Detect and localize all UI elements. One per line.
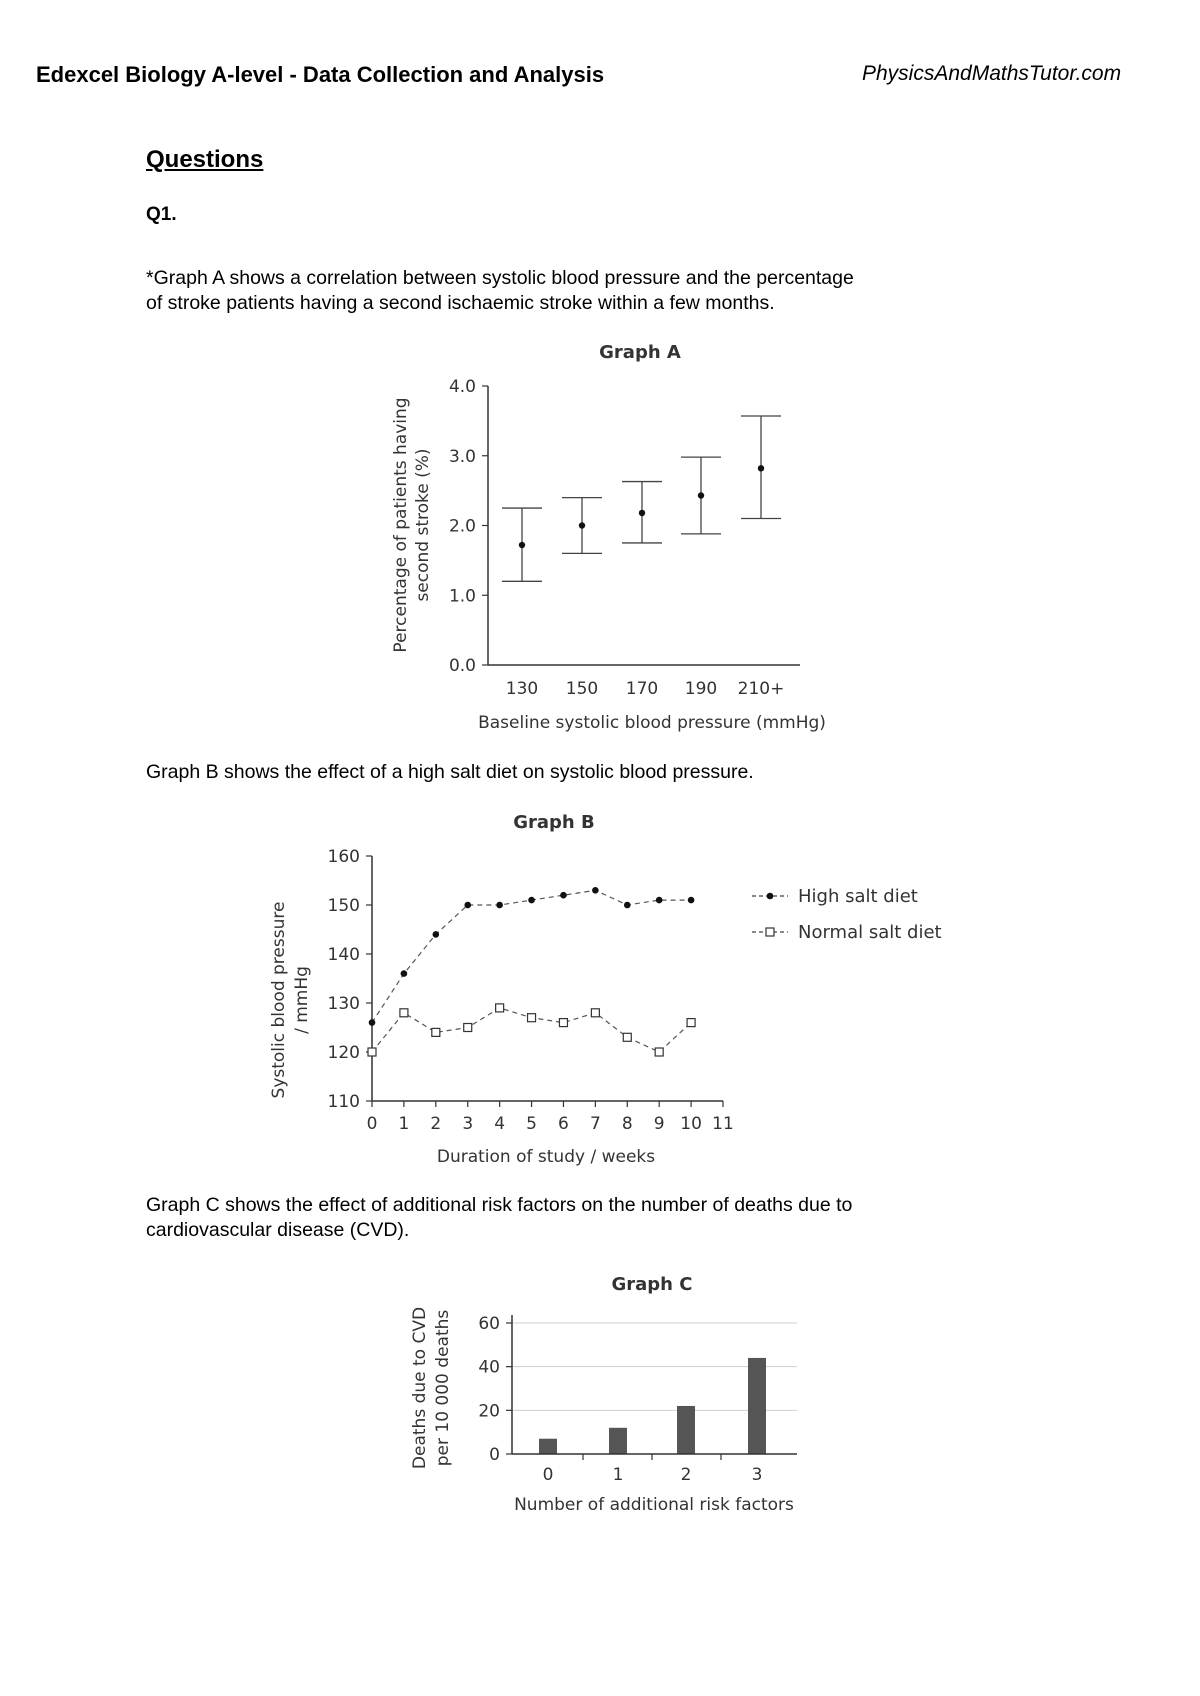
graph-c-bar [609,1428,627,1454]
graph-c-x-tick-label: 0 [542,1465,554,1485]
graph-c-x-tick-label: 2 [680,1465,692,1485]
graph-a-y-label-line-1: Percentage of patients having [391,397,411,653]
graph-c-y-tick-label: 40 [478,1357,500,1378]
graph-a-y-tick-label: 3.0 [448,446,476,467]
intro-line-2: of stroke patients having a second ischaemic stroke within a few months. [146,292,775,314]
graph-b-x-tick-label: 2 [430,1114,442,1134]
graph-c-title: Graph C [611,1274,693,1295]
graph-c-y-tick-label: 0 [489,1445,500,1465]
graph-a-y-label-line-2: second stroke (%) [413,448,433,602]
graph-c-y-label-line-2: per 10 000 deaths [433,1309,453,1467]
graph-b-x-tick-label: 8 [621,1114,633,1134]
graph-b-x-tick-label: 6 [558,1114,569,1134]
graph-c-x-label: Number of additional risk factors [514,1495,794,1515]
graph-b-description: Graph B shows the effect of a high salt diet on systolic blood pressure. [146,761,754,783]
graph-b-x-tick-label: 0 [366,1114,378,1134]
graph-b-x-tick-label: 9 [653,1114,665,1134]
section-title: Questions [146,146,264,173]
graph-b-x-tick-label: 3 [462,1114,474,1134]
graph-a-x-tick-label: 170 [625,679,659,699]
graph-a-x-label: Baseline systolic blood pressure (mmHg) [478,713,826,733]
graph-b-y-tick-label: 120 [327,1043,360,1063]
graph-c-bar [677,1406,695,1454]
graph-b-x-tick-label: 1 [398,1114,410,1134]
graph-b-x-tick-label: 4 [494,1114,506,1134]
document-title: Edexcel Biology A-level - Data Collection and Analysis [36,62,605,87]
question-number: Q1. [146,204,177,225]
graph-b-x-tick-label: 5 [526,1114,537,1134]
graph-b-x-tick-label: 10 [680,1114,702,1134]
graph-b-x-tick-label: 7 [589,1114,601,1134]
graph-b-x-tick-label: 11 [712,1114,734,1134]
graph-b-x-label: Duration of study / weeks [436,1147,656,1167]
graph-b-y-label-line-1: Systolic blood pressure [269,901,289,1099]
graph-b-y-tick-label: 160 [327,847,360,867]
graph-b-y-tick-label: 130 [327,994,360,1014]
graph-a-x-tick-label: 210+ [737,679,785,699]
graph-c-bar [539,1439,557,1454]
graph-b-y-tick-label: 110 [327,1092,360,1112]
graph-c-bar [748,1358,766,1454]
graph-a-y-tick-label: 0.0 [448,656,476,676]
graph-c-x-tick-label: 1 [612,1465,624,1485]
intro-line-1: *Graph A shows a correlation between systolic blood pressure and the percentage [146,267,854,289]
graph-c-description-line-1: Graph C shows the effect of additional risk factors on the number of deaths due to [146,1194,853,1216]
graph-a-x-tick-label: 130 [505,679,539,699]
graph-a-x-tick-label: 190 [684,679,718,699]
graph-c-y-label-line-1: Deaths due to CVD [410,1306,430,1470]
graph-b-y-label-line-2: / mmHg [292,966,312,1034]
graph-a-y-tick-label: 1.0 [448,586,476,607]
graph-a-x-tick-label: 150 [565,679,599,699]
graph-b-title: Graph B [513,812,595,833]
graph-c-y-tick-label: 60 [478,1314,500,1334]
graph-b-y-tick-label: 140 [327,945,360,965]
graph-a-y-tick-label: 2.0 [448,516,476,537]
graph-b-legend-normal-salt-label: Normal salt diet [798,922,942,943]
site-name: PhysicsAndMathsTutor.com [862,62,1122,85]
graph-b-y-tick-label: 150 [327,896,360,916]
graph-a-title: Graph A [599,342,681,363]
graph-c-x-tick-label: 3 [751,1465,763,1485]
graph-a-y-tick-label: 4.0 [448,377,476,397]
graph-c-y-tick-label: 20 [478,1401,500,1422]
graph-c-description-line-2: cardiovascular disease (CVD). [146,1219,410,1241]
graph-b-legend-high-salt-label: High salt diet [798,886,918,907]
